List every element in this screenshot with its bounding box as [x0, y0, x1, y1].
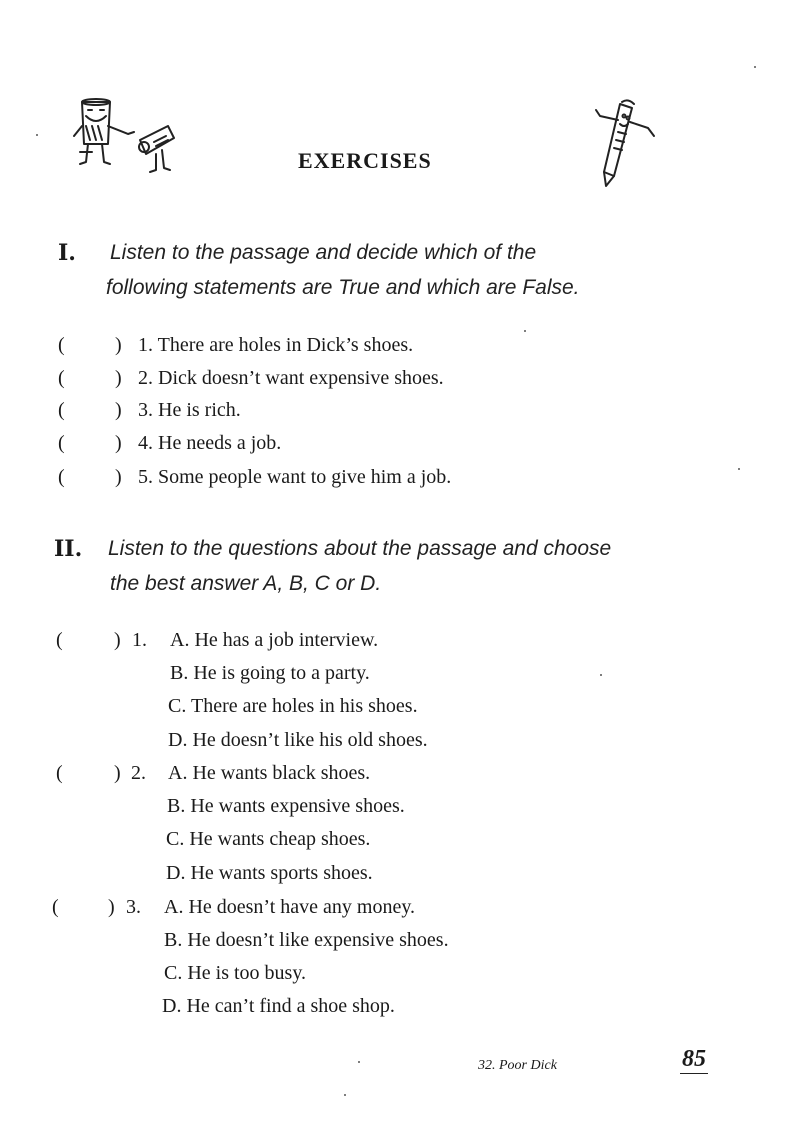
answer-blank-close: ) [108, 896, 115, 918]
section-number-1: I. [58, 240, 76, 266]
option-b: B. He wants expensive shoes. [167, 795, 405, 817]
answer-blank-open[interactable]: ( [58, 367, 65, 389]
answer-blank-close: ) [115, 334, 122, 356]
option-c: C. He wants cheap shoes. [166, 828, 371, 850]
answer-blank-open[interactable]: ( [58, 466, 65, 488]
statement-text: 2. Dick doesn’t want expensive shoes. [138, 367, 444, 389]
option-a: A. He wants black shoes. [168, 762, 371, 784]
option-c: C. There are holes in his shoes. [168, 695, 418, 717]
option-d: D. He wants sports shoes. [166, 862, 373, 884]
cartoon-pencil-character-icon [592, 98, 662, 190]
scan-speck [754, 66, 756, 68]
answer-blank-open[interactable]: ( [56, 762, 63, 784]
section-2-instruction-line-2: the best answer A, B, C or D. [110, 572, 382, 595]
option-d: D. He doesn’t like his old shoes. [168, 729, 428, 751]
scan-speck [738, 468, 740, 470]
scan-speck [600, 674, 602, 676]
page-number: 85 [682, 1046, 706, 1072]
section-number-2: II. [54, 536, 83, 562]
chapter-caption: 32. Poor Dick [478, 1058, 557, 1073]
answer-blank-open[interactable]: ( [58, 432, 65, 454]
statement-text: 5. Some people want to give him a job. [138, 466, 452, 488]
section-1-instruction-line-1: Listen to the passage and decide which of the [110, 241, 537, 264]
answer-blank-close: ) [115, 367, 122, 389]
scan-speck [344, 1094, 346, 1096]
option-a: A. He doesn’t have any money. [164, 896, 416, 918]
answer-blank-open[interactable]: ( [56, 629, 63, 651]
question-number: 1. [132, 629, 147, 651]
answer-blank-close: ) [115, 432, 122, 454]
answer-blank-open[interactable]: ( [58, 334, 65, 356]
scan-speck [36, 134, 38, 136]
answer-blank-close: ) [114, 762, 121, 784]
option-a: A. He has a job interview. [170, 629, 379, 651]
option-d: D. He can’t find a shoe shop. [162, 995, 395, 1017]
option-b: B. He doesn’t like expensive shoes. [164, 929, 449, 951]
option-b: B. He is going to a party. [170, 662, 370, 684]
statement-text: 4. He needs a job. [138, 432, 282, 454]
answer-blank-open[interactable]: ( [52, 896, 59, 918]
scan-speck [524, 330, 526, 332]
statement-text: 1. There are holes in Dick’s shoes. [138, 334, 414, 356]
answer-blank-open[interactable]: ( [58, 399, 65, 421]
cartoon-cup-character-icon [70, 96, 190, 186]
question-number: 2. [131, 762, 146, 784]
answer-blank-close: ) [114, 629, 121, 651]
scan-speck [358, 1061, 360, 1063]
answer-blank-close: ) [115, 466, 122, 488]
page-title: EXERCISES [298, 148, 432, 173]
section-2-instruction-line-1: Listen to the questions about the passage and choose [108, 537, 612, 560]
answer-blank-close: ) [115, 399, 122, 421]
question-number: 3. [126, 896, 141, 918]
option-c: C. He is too busy. [164, 962, 307, 984]
statement-text: 3. He is rich. [138, 399, 241, 421]
section-1-instruction-line-2: following statements are True and which are False. [106, 276, 580, 299]
